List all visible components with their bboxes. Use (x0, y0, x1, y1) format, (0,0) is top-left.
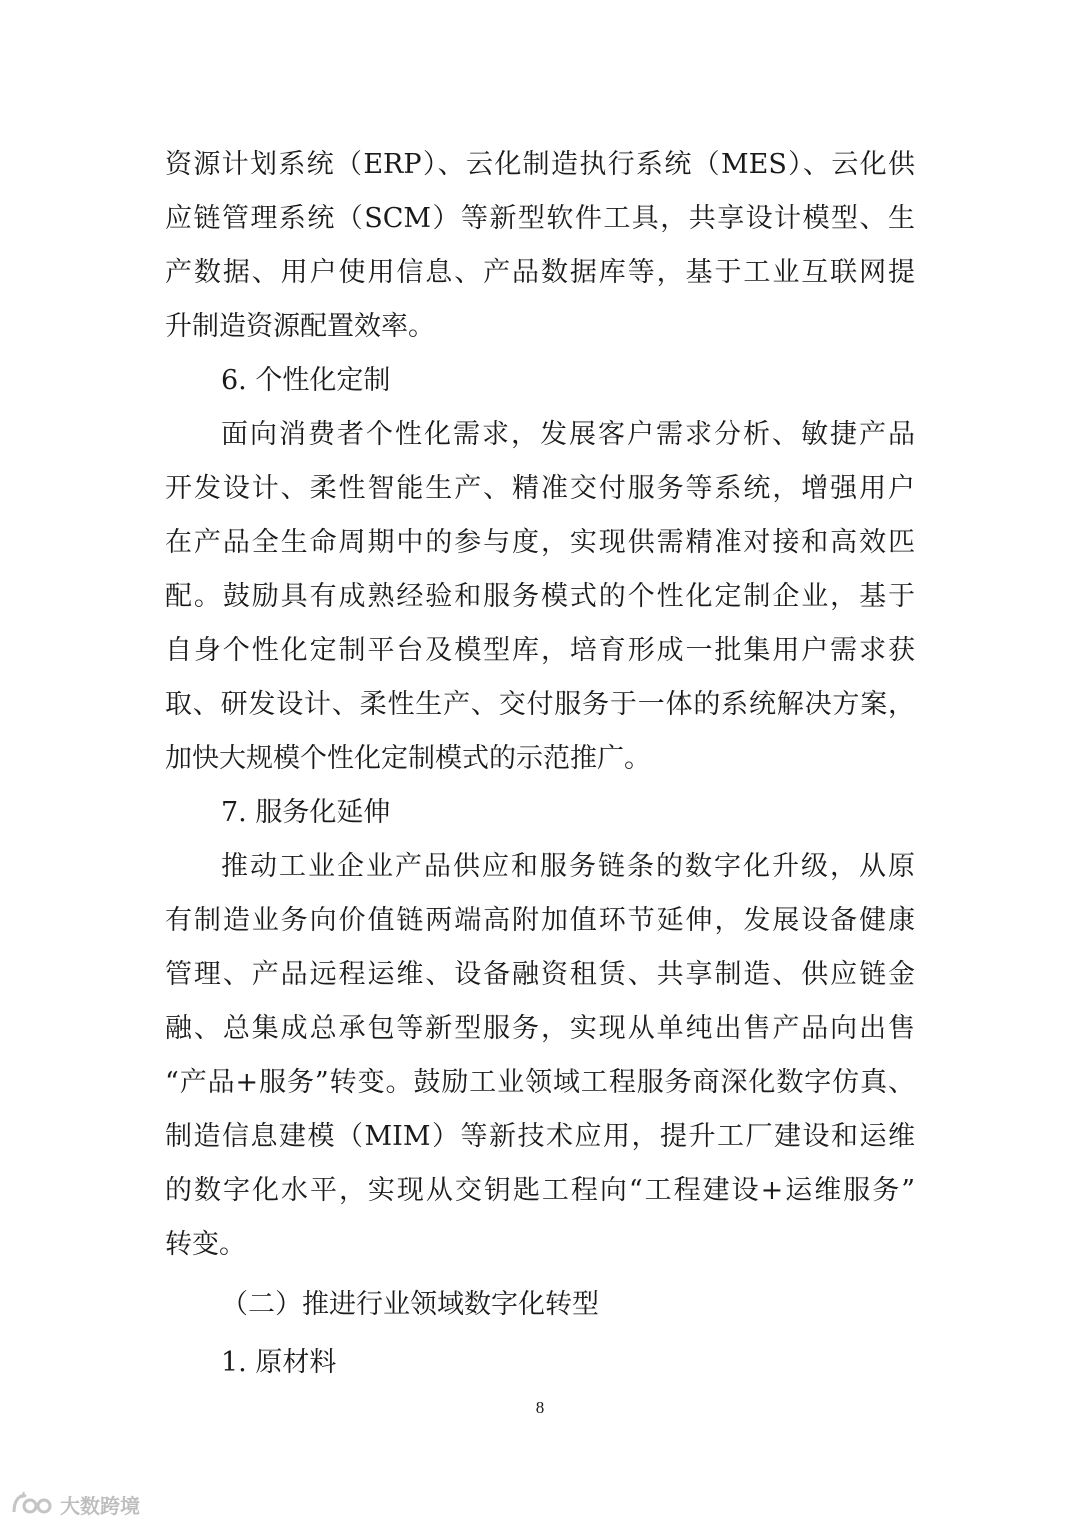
watermark-text: 大数跨境 (60, 1493, 140, 1518)
paragraph-line: 制造信息建模（MIM）等新技术应用，提升工厂建设和运维 (165, 1121, 915, 1152)
section-heading-7: 7. 服务化延伸 (221, 797, 391, 828)
paragraph-line: 面向消费者个性化需求，发展客户需求分析、敏捷产品 (221, 419, 915, 450)
paragraph-line: 升制造资源配置效率。 (165, 311, 435, 342)
paragraph-line: 开发设计、柔性智能生产、精准交付服务等系统，增强用户 (165, 473, 915, 504)
watermark (10, 1489, 140, 1519)
paragraph-line: 资源计划系统（ERP）、云化制造执行系统（MES）、云化供 (165, 149, 915, 180)
paragraph-line: 的数字化水平，实现从交钥匙工程向“工程建设+运维服务” (165, 1175, 915, 1206)
page-number: 8 (535, 1398, 545, 1417)
paragraph-line: 有制造业务向价值链两端高附加值环节延伸，发展设备健康 (165, 905, 915, 936)
paragraph-line: 配。鼓励具有成熟经验和服务模式的个性化定制企业，基于 (165, 581, 915, 612)
section-heading-1: 1. 原材料 (221, 1347, 337, 1378)
dashuju-logo-icon (10, 1490, 54, 1518)
paragraph-line: 取、研发设计、柔性生产、交付服务于一体的系统解决方案， (165, 689, 915, 720)
paragraph-line: 加快大规模个性化定制模式的示范推广。 (165, 743, 651, 774)
section-heading-2: （二）推进行业领域数字化转型 (221, 1289, 599, 1320)
paragraph-line: 转变。 (165, 1229, 246, 1260)
paragraph-line: 融、总集成总承包等新型服务，实现从单纯出售产品向出售 (165, 1013, 915, 1044)
paragraph-line: 管理、产品远程运维、设备融资租赁、共享制造、供应链金 (165, 959, 915, 990)
paragraph-line: 在产品全生命周期中的参与度，实现供需精准对接和高效匹 (165, 527, 915, 558)
paragraph-line: “产品+服务”转变。鼓励工业领域工程服务商深化数字仿真、 (165, 1067, 915, 1098)
paragraph-line: 推动工业企业产品供应和服务链条的数字化升级，从原 (221, 851, 915, 882)
paragraph-line: 产数据、用户使用信息、产品数据库等，基于工业互联网提 (165, 257, 915, 288)
paragraph-line: 自身个性化定制平台及模型库，培育形成一批集用户需求获 (165, 635, 915, 666)
section-heading-6: 6. 个性化定制 (221, 365, 391, 396)
paragraph-line: 应链管理系统（SCM）等新型软件工具，共享设计模型、生 (165, 203, 915, 234)
